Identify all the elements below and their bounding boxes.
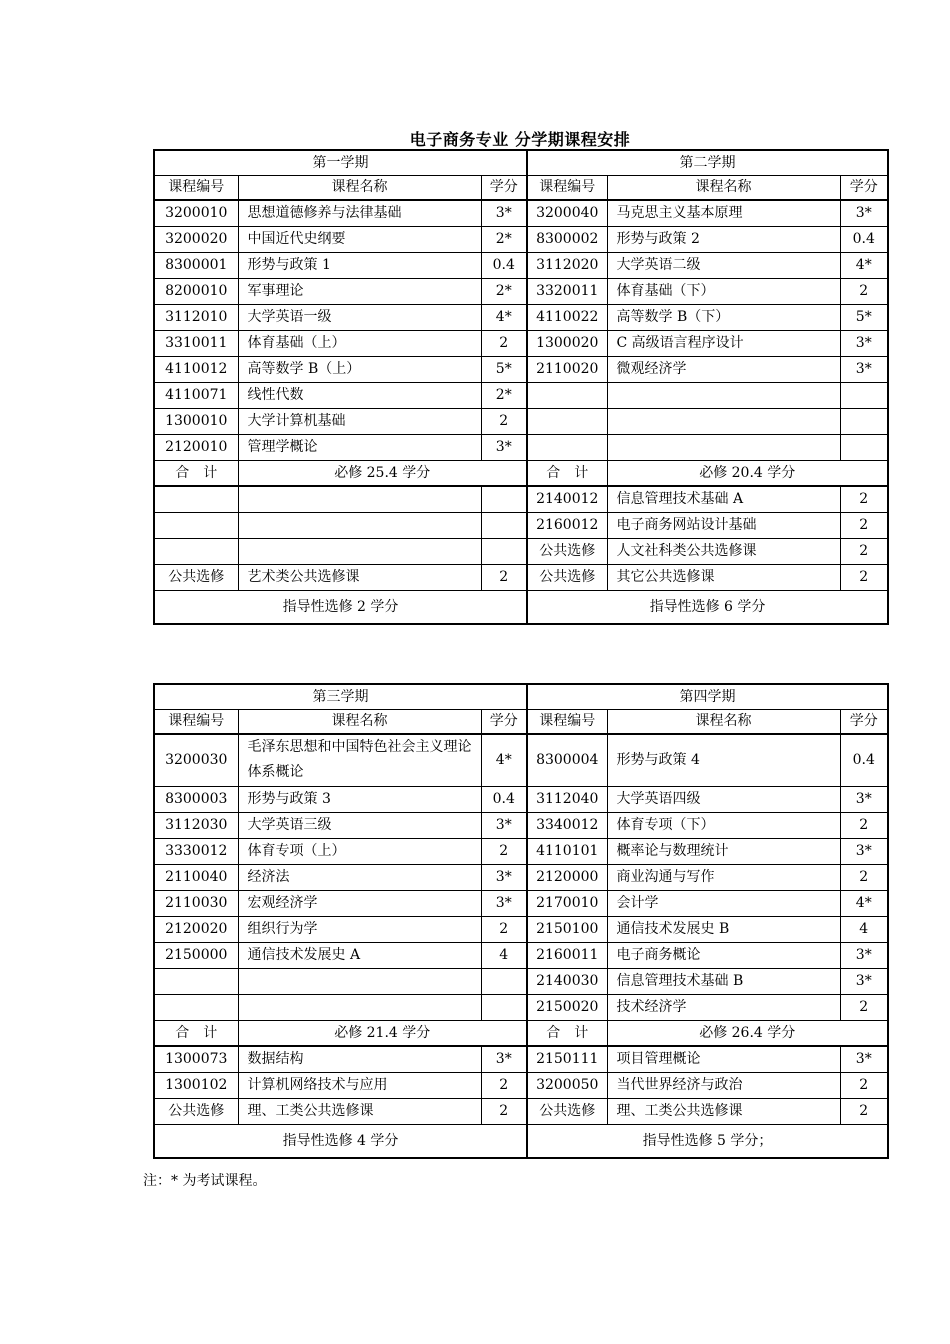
elective-row <box>154 1046 888 1072</box>
table-row <box>154 812 888 838</box>
course-code: 1300020 <box>527 330 607 356</box>
col-credit-header: 学分 <box>481 709 527 734</box>
course-name: 高等数学 B（下） <box>607 304 840 330</box>
total-label: 合 计 <box>527 460 607 486</box>
guided-elective-left: 指导性选修 4 学分 <box>154 1124 527 1158</box>
course-code: 2150100 <box>527 916 607 942</box>
course-credit: 2 <box>481 330 527 356</box>
elective-row <box>154 486 888 512</box>
elective-code: 公共选修 <box>154 564 238 590</box>
elective-credit: 2 <box>481 564 527 590</box>
col-code-header: 课程编号 <box>154 709 238 734</box>
course-name: 形势与政策 2 <box>607 226 840 252</box>
elective-name: 人文社科类公共选修课 <box>607 538 840 564</box>
table-row <box>154 968 888 994</box>
page-title: 电子商务专业 分学期课程安排 <box>409 130 631 149</box>
elective-code: 2160012 <box>527 512 607 538</box>
course-credit: 2* <box>481 278 527 304</box>
elective-code: 公共选修 <box>154 1098 238 1124</box>
col-code-header: 课程编号 <box>154 175 238 200</box>
total-credits: 必修 21.4 学分 <box>238 1020 527 1046</box>
guided-elective-right: 指导性选修 5 学分； <box>527 1124 888 1158</box>
elective-credit <box>481 486 527 512</box>
course-credit: 4* <box>840 890 888 916</box>
elective-name: 项目管理概论 <box>607 1046 840 1072</box>
course-code: 3112010 <box>154 304 238 330</box>
term-right: 第二学期 <box>527 150 888 175</box>
course-name: 体育基础（下） <box>607 278 840 304</box>
elective-code <box>154 538 238 564</box>
table-row <box>154 838 888 864</box>
term-left: 第一学期 <box>154 150 527 175</box>
course-code: 2120000 <box>527 864 607 890</box>
course-credit: 3* <box>481 812 527 838</box>
course-name: 大学计算机基础 <box>238 408 481 434</box>
course-code: 8300004 <box>527 734 607 786</box>
course-credit: 0.4 <box>481 786 527 812</box>
course-code: 2110040 <box>154 864 238 890</box>
course-credit: 3* <box>840 968 888 994</box>
course-credit: 3* <box>840 786 888 812</box>
course-code: 4110101 <box>527 838 607 864</box>
course-code: 8300001 <box>154 252 238 278</box>
table-row <box>154 278 888 304</box>
table-row <box>154 942 888 968</box>
course-credit: 3* <box>840 838 888 864</box>
table-row <box>154 356 888 382</box>
course-code: 2120010 <box>154 434 238 460</box>
course-credit: 3* <box>481 200 527 226</box>
course-name: 大学英语三级 <box>238 812 481 838</box>
course-code: 8300002 <box>527 226 607 252</box>
elective-credit: 2 <box>840 512 888 538</box>
schedule-table-1 <box>153 149 889 625</box>
exam-note: 注：* 为考试课程。 <box>143 1173 267 1189</box>
course-code <box>527 382 607 408</box>
total-label: 合 计 <box>527 1020 607 1046</box>
course-credit: 4 <box>481 942 527 968</box>
course-code: 4110071 <box>154 382 238 408</box>
course-credit: 2 <box>840 994 888 1020</box>
course-credit <box>481 968 527 994</box>
elective-code: 公共选修 <box>527 564 607 590</box>
elective-credit: 2 <box>840 486 888 512</box>
table-row <box>154 786 888 812</box>
course-credit: 3* <box>481 864 527 890</box>
course-name: 通信技术发展史 A <box>238 942 481 968</box>
course-credit: 3* <box>840 356 888 382</box>
course-name: 管理学概论 <box>238 434 481 460</box>
elective-name: 艺术类公共选修课 <box>238 564 481 590</box>
course-credit: 2 <box>840 812 888 838</box>
total-credits: 必修 26.4 学分 <box>607 1020 888 1046</box>
course-code: 3200030 <box>154 734 238 786</box>
term-left: 第三学期 <box>154 684 527 709</box>
course-name: 线性代数 <box>238 382 481 408</box>
elective-row <box>154 1098 888 1124</box>
table-row <box>154 200 888 226</box>
course-name: 概率论与数理统计 <box>607 838 840 864</box>
col-code-header: 课程编号 <box>527 175 607 200</box>
course-credit: 3* <box>840 200 888 226</box>
course-name: 大学英语四级 <box>607 786 840 812</box>
col-credit-header: 学分 <box>840 709 888 734</box>
course-name: C 高级语言程序设计 <box>607 330 840 356</box>
course-name <box>607 408 840 434</box>
table-row <box>154 734 888 786</box>
course-credit: 2* <box>481 382 527 408</box>
course-code: 3200010 <box>154 200 238 226</box>
course-credit: 4* <box>840 252 888 278</box>
elective-name <box>238 486 481 512</box>
course-name: 中国近代史纲要 <box>238 226 481 252</box>
guided-elective-left: 指导性选修 2 学分 <box>154 590 527 624</box>
elective-name: 当代世界经济与政治 <box>607 1072 840 1098</box>
course-name <box>607 434 840 460</box>
course-code: 8200010 <box>154 278 238 304</box>
table-row <box>154 994 888 1020</box>
course-credit: 2 <box>840 278 888 304</box>
course-code: 2140030 <box>527 968 607 994</box>
course-credit: 4* <box>481 734 527 786</box>
elective-credit: 2 <box>481 1098 527 1124</box>
course-name: 经济法 <box>238 864 481 890</box>
course-code: 3340012 <box>527 812 607 838</box>
course-code <box>154 994 238 1020</box>
elective-code: 1300102 <box>154 1072 238 1098</box>
guided-elective-row <box>154 590 888 624</box>
course-credit: 2* <box>481 226 527 252</box>
course-name: 通信技术发展史 B <box>607 916 840 942</box>
elective-name: 理、工类公共选修课 <box>238 1098 481 1124</box>
elective-row <box>154 564 888 590</box>
elective-code: 公共选修 <box>527 1098 607 1124</box>
total-label: 合 计 <box>154 1020 238 1046</box>
course-code: 3112030 <box>154 812 238 838</box>
schedule-table-2 <box>153 683 889 1159</box>
course-code: 1300010 <box>154 408 238 434</box>
course-credit <box>481 994 527 1020</box>
elective-credit: 2 <box>840 538 888 564</box>
total-row <box>154 460 888 486</box>
course-name: 会计学 <box>607 890 840 916</box>
col-name-header: 课程名称 <box>238 175 481 200</box>
elective-credit <box>481 512 527 538</box>
table-row <box>154 304 888 330</box>
course-name: 宏观经济学 <box>238 890 481 916</box>
course-name: 技术经济学 <box>607 994 840 1020</box>
table-row <box>154 226 888 252</box>
elective-credit: 2 <box>481 1072 527 1098</box>
col-code-header: 课程编号 <box>527 709 607 734</box>
col-credit-header: 学分 <box>481 175 527 200</box>
course-name: 毛泽东思想和中国特色社会主义理论体系概论 <box>238 734 481 786</box>
elective-row <box>154 512 888 538</box>
course-credit: 2 <box>481 916 527 942</box>
course-code: 2170010 <box>527 890 607 916</box>
course-code: 3310011 <box>154 330 238 356</box>
elective-credit <box>481 538 527 564</box>
course-name: 体育专项（上） <box>238 838 481 864</box>
table-row <box>154 330 888 356</box>
total-label: 合 计 <box>154 460 238 486</box>
guided-elective-right: 指导性选修 6 学分 <box>527 590 888 624</box>
course-credit: 5* <box>840 304 888 330</box>
elective-row <box>154 1072 888 1098</box>
course-name: 微观经济学 <box>607 356 840 382</box>
course-code: 2160011 <box>527 942 607 968</box>
col-name-header: 课程名称 <box>607 175 840 200</box>
elective-name: 理、工类公共选修课 <box>607 1098 840 1124</box>
course-code <box>527 434 607 460</box>
table-row <box>154 408 888 434</box>
elective-credit: 2 <box>840 1072 888 1098</box>
course-credit: 0.4 <box>840 226 888 252</box>
course-credit: 4 <box>840 916 888 942</box>
course-code: 3320011 <box>527 278 607 304</box>
course-credit: 3* <box>840 330 888 356</box>
elective-credit: 2 <box>840 1098 888 1124</box>
course-credit: 3* <box>481 890 527 916</box>
elective-name: 电子商务网站设计基础 <box>607 512 840 538</box>
course-credit: 2 <box>481 408 527 434</box>
course-name: 军事理论 <box>238 278 481 304</box>
table-row <box>154 864 888 890</box>
elective-row <box>154 538 888 564</box>
elective-name: 其它公共选修课 <box>607 564 840 590</box>
course-code: 8300003 <box>154 786 238 812</box>
col-name-header: 课程名称 <box>607 709 840 734</box>
col-credit-header: 学分 <box>840 175 888 200</box>
course-code: 2110030 <box>154 890 238 916</box>
term-right: 第四学期 <box>527 684 888 709</box>
elective-name: 数据结构 <box>238 1046 481 1072</box>
elective-credit: 3* <box>840 1046 888 1072</box>
course-name: 商业沟通与写作 <box>607 864 840 890</box>
course-name: 形势与政策 1 <box>238 252 481 278</box>
term-header-row <box>154 684 888 709</box>
elective-name <box>238 512 481 538</box>
course-name: 思想道德修养与法律基础 <box>238 200 481 226</box>
table-row <box>154 382 888 408</box>
course-name: 电子商务概论 <box>607 942 840 968</box>
elective-credit: 2 <box>840 564 888 590</box>
course-name: 大学英语一级 <box>238 304 481 330</box>
course-code: 4110012 <box>154 356 238 382</box>
course-code: 3200020 <box>154 226 238 252</box>
table-row <box>154 916 888 942</box>
course-code: 2110020 <box>527 356 607 382</box>
course-code: 2120020 <box>154 916 238 942</box>
column-header-row <box>154 709 888 734</box>
table-row <box>154 434 888 460</box>
elective-code: 1300073 <box>154 1046 238 1072</box>
total-credits: 必修 20.4 学分 <box>607 460 888 486</box>
elective-name: 计算机网络技术与应用 <box>238 1072 481 1098</box>
course-credit <box>840 382 888 408</box>
course-credit: 3* <box>840 942 888 968</box>
col-name-header: 课程名称 <box>238 709 481 734</box>
course-code <box>154 968 238 994</box>
course-name: 马克思主义基本原理 <box>607 200 840 226</box>
course-credit <box>840 408 888 434</box>
guided-elective-row <box>154 1124 888 1158</box>
column-header-row <box>154 175 888 200</box>
course-name: 组织行为学 <box>238 916 481 942</box>
table-row <box>154 252 888 278</box>
elective-code: 公共选修 <box>527 538 607 564</box>
total-row <box>154 1020 888 1046</box>
course-code: 3200040 <box>527 200 607 226</box>
course-credit: 4* <box>481 304 527 330</box>
table-row <box>154 890 888 916</box>
course-credit <box>840 434 888 460</box>
elective-code <box>154 486 238 512</box>
course-name: 高等数学 B（上） <box>238 356 481 382</box>
elective-code: 2140012 <box>527 486 607 512</box>
course-credit: 0.4 <box>481 252 527 278</box>
course-credit: 3* <box>481 434 527 460</box>
course-credit: 2 <box>481 838 527 864</box>
course-name <box>238 994 481 1020</box>
course-credit: 5* <box>481 356 527 382</box>
elective-credit: 3* <box>481 1046 527 1072</box>
elective-code <box>154 512 238 538</box>
course-name: 信息管理技术基础 B <box>607 968 840 994</box>
elective-code: 2150111 <box>527 1046 607 1072</box>
course-name: 大学英语二级 <box>607 252 840 278</box>
course-code: 3112020 <box>527 252 607 278</box>
elective-code: 3200050 <box>527 1072 607 1098</box>
course-name: 体育基础（上） <box>238 330 481 356</box>
course-name: 形势与政策 3 <box>238 786 481 812</box>
course-name: 形势与政策 4 <box>607 734 840 786</box>
course-code: 3330012 <box>154 838 238 864</box>
course-name <box>238 968 481 994</box>
course-code: 2150000 <box>154 942 238 968</box>
course-name <box>607 382 840 408</box>
course-credit: 2 <box>840 864 888 890</box>
elective-name <box>238 538 481 564</box>
course-name: 体育专项（下） <box>607 812 840 838</box>
course-code: 3112040 <box>527 786 607 812</box>
course-code: 4110022 <box>527 304 607 330</box>
total-credits: 必修 25.4 学分 <box>238 460 527 486</box>
elective-name: 信息管理技术基础 A <box>607 486 840 512</box>
course-code <box>527 408 607 434</box>
course-code: 2150020 <box>527 994 607 1020</box>
term-header-row <box>154 150 888 175</box>
course-credit: 0.4 <box>840 734 888 786</box>
